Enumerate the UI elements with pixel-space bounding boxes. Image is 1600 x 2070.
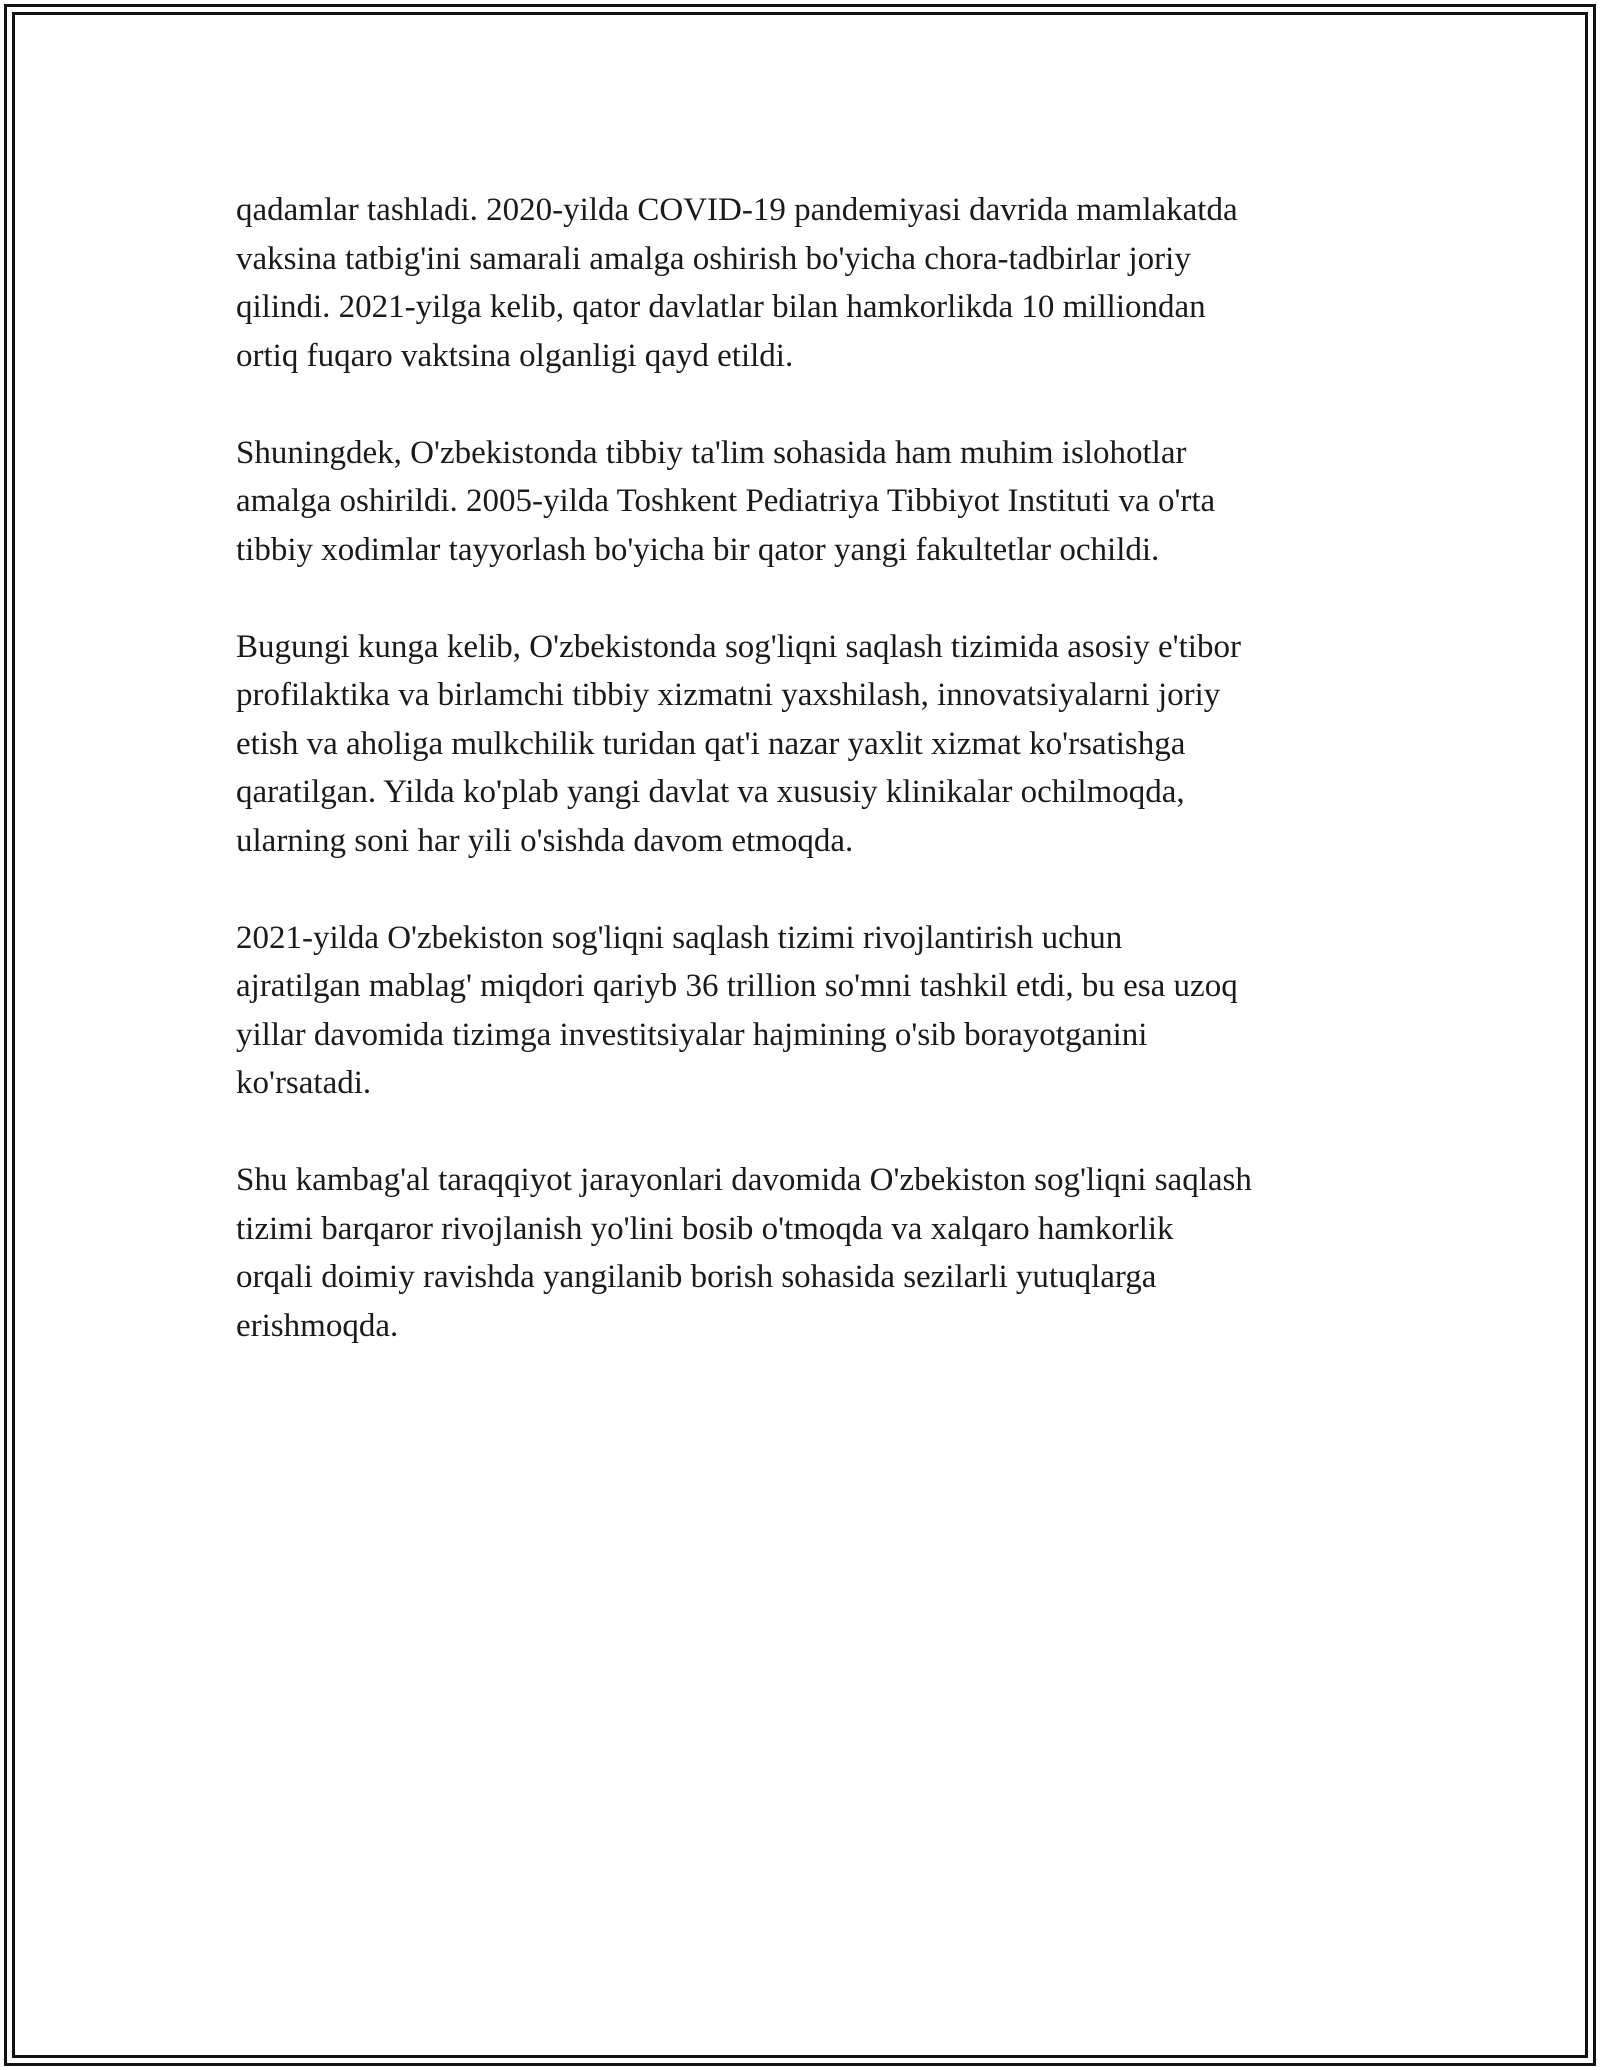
paragraph-medical-education: Shuningdek, O'zbekistonda tibbiy ta'lim sohasida ham muhim islohotlar amalga oshirildi. 2005-yilda Toshkent Pediatriya Tibbiyot Instituti va o'rta tibbiy xodimlar tayyorlash bo'yicha bir qator yangi fakultetlar ochildi. bbox=[236, 434, 1216, 568]
document-body bbox=[236, 186, 1376, 1399]
paragraph-covid-vaccination: qadamlar tashladi. 2020-yilda COVID-19 pandemiyasi davrida mamlakatda vaksina tatbig'ini samarali amalga oshirish bo'yicha chora-tadbirlar joriy qilindi. 2021-yilga kelib, qator davlatlar bilan hamkorlikda 10 milliondan ortiq fuqaro vaktsina olganligi qayd etildi. bbox=[236, 192, 1238, 374]
paragraph-healthcare-priorities: Bugungi kunga kelib, O'zbekistonda sog'liqni saqlash tizimida asosiy e'tibor profilaktika va birlamchi tibbiy xizmatni yaxshilash, innovatsiyalarni joriy etish va aholiga mulkchilik turidan qat'i nazar yaxlit xizmat ko'rsatishga qaratilgan. Yilda ko'plab yangi davlat va xususiy klinikalar ochilmoqda, ularning soni har yili o'sishda davom etmoqda. bbox=[236, 628, 1241, 859]
paragraph-conclusion: Shu kambag'al taraqqiyot jarayonlari davomida O'zbekiston sog'liqni saqlash tizimi barqaror rivojlanish yo'lini bosib o'tmoqda va xalqaro hamkorlik orqali doimiy ravishda yangilanib borish sohasida sezilarli yutuqlarga erishmoqda. bbox=[236, 1162, 1252, 1344]
paragraph-funding: 2021-yilda O'zbekiston sog'liqni saqlash tizimi rivojlantirish uchun ajratilgan mablag' miqdori qariyb 36 trillion so'mni tashkil etdi, bu esa uzoq yillar davomida tizimga investitsiyalar hajmining o'sib borayotganini ko'rsatadi. bbox=[236, 919, 1238, 1101]
